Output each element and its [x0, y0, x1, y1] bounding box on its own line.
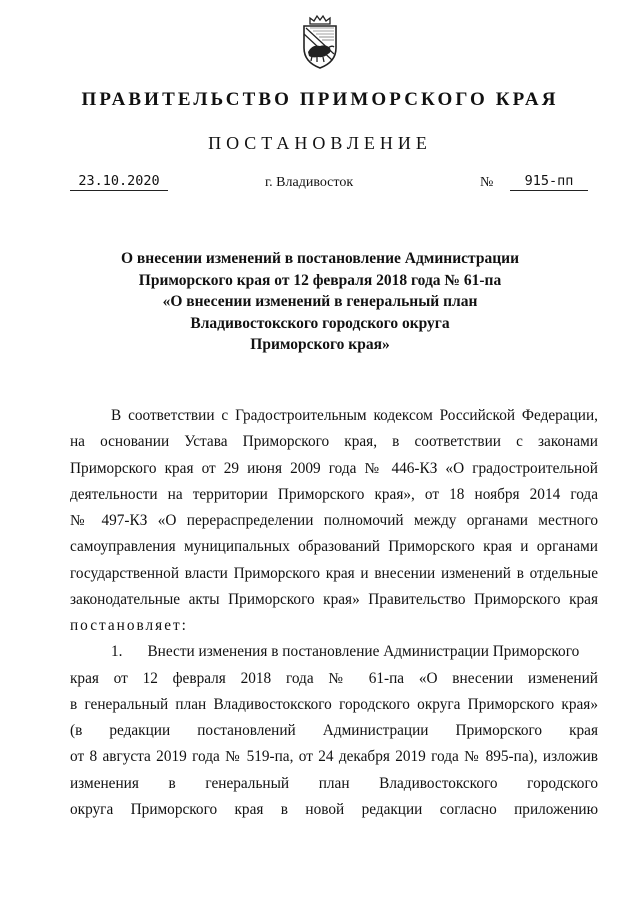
subject-line: «О внесении изменений в генеральный план — [162, 293, 478, 310]
item-line: в генеральный план Владивостокского городского округа Приморского края» — [70, 695, 598, 713]
item-number: 1. — [111, 643, 123, 661]
resolution-date: 23.10.2020 — [70, 173, 168, 191]
preamble-line: № 497-КЗ «О перераспределении полномочий между органами местного — [70, 512, 598, 529]
item-line: изменения в генеральный план Владивостокского городского — [70, 774, 598, 792]
item-line: (в редакции постановлений Администрации Приморского края — [70, 722, 598, 739]
subject-line: Владивостокского городского округа — [190, 314, 450, 332]
resolution-city: г. Владивосток — [265, 175, 354, 190]
document-type: ПОСТАНОВЛЕНИЕ — [208, 133, 432, 153]
item-line: Внести изменения в постановление Администрации Приморского — [147, 643, 580, 661]
resolves-word: постановляет: — [70, 617, 188, 634]
resolution-subject — [0, 248, 640, 356]
preamble-line: государственной власти Приморского края и внесении изменений в отдельные — [70, 564, 598, 582]
item-line: от 8 августа 2019 года № 519-па, от 24 декабря 2019 года № 895-па), изложив — [70, 748, 598, 766]
subject-line: Приморского края от 12 февраля 2018 года № 61-па — [138, 271, 502, 289]
resolution-body — [70, 403, 598, 823]
item-line: округа Приморского края в новой редакции согласно приложению — [70, 800, 598, 818]
primorsky-krai-coat-of-arms-icon — [298, 14, 342, 70]
preamble-line: на основании Устава Приморского края, в соответствии с законами — [70, 433, 598, 451]
preamble-line: самоуправления муниципальных образований Приморского края и органами — [70, 538, 598, 556]
resolution-number: 915-пп — [510, 173, 588, 191]
item-line: края от 12 февраля 2018 года № 61-па «О внесении изменений — [70, 669, 598, 687]
subject-line: Приморского края» — [250, 336, 390, 353]
preamble-line: законодательные акты Приморского края» Правительство Приморского края — [70, 590, 598, 608]
preamble-line: В соответствии с Градостроительным кодексом Российской Федерации, — [111, 407, 598, 424]
preamble-line: деятельности на территории Приморского края», от 18 ноября 2014 года — [70, 485, 598, 503]
subject-line: О внесении изменений в постановление Администрации — [120, 250, 519, 267]
number-sign: № — [480, 175, 494, 190]
preamble-line: Приморского края от 29 июня 2009 года № 446-КЗ «О градостроительной — [70, 459, 598, 477]
government-title: ПРАВИТЕЛЬСТВО ПРИМОРСКОГО КРАЯ — [81, 89, 559, 110]
item-1-first-line — [70, 639, 598, 665]
